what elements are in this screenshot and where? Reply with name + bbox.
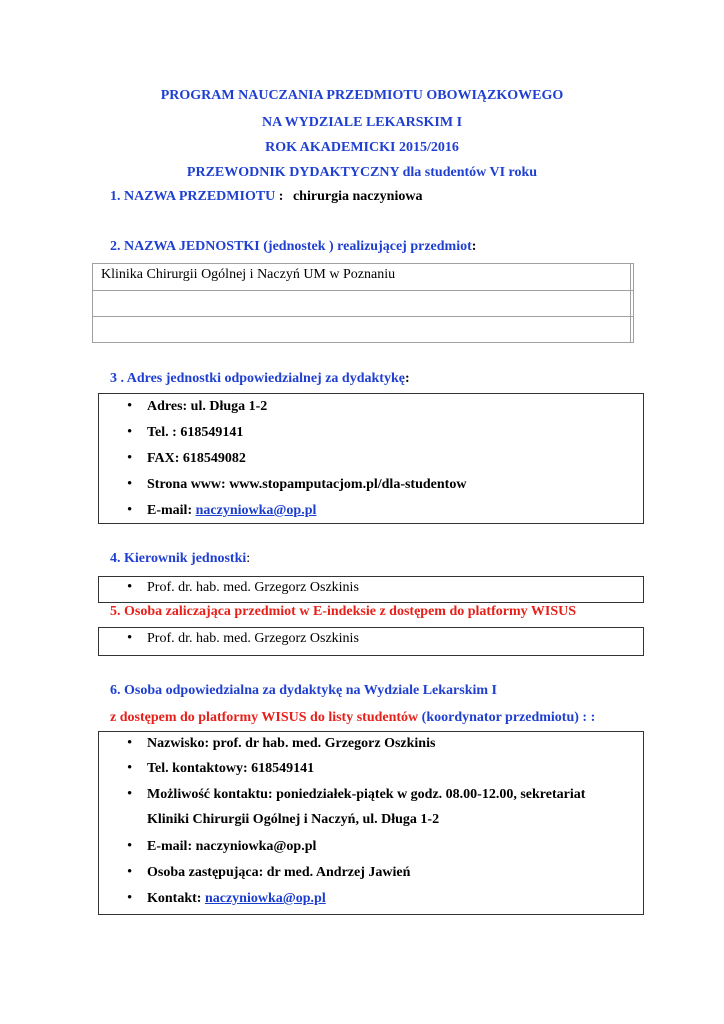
email-link[interactable]: naczyniowka@op.pl bbox=[195, 503, 317, 518]
coordinator-contact-place: Kliniki Chirurgii Ogólnej i Naczyń, ul. Długa 1-2 bbox=[147, 812, 440, 827]
header-line-4: PRZEWODNIK DYDAKTYCZNY dla studentów VI roku bbox=[186, 165, 538, 180]
section-2-heading bbox=[110, 239, 476, 255]
bullet: • bbox=[127, 579, 133, 595]
section-6-heading-line-1: 6. Osoba odpowiedzialna za dydaktykę na Wydziale Lekarskim I bbox=[110, 683, 498, 698]
head-box bbox=[98, 576, 644, 603]
bullet: • bbox=[127, 760, 133, 776]
section-4-label: 4. Kierownik jednostki bbox=[110, 551, 247, 566]
section-1-colon: : bbox=[278, 189, 284, 204]
tel-item: Tel. : 618549141 bbox=[147, 425, 244, 440]
bullet: • bbox=[127, 398, 133, 414]
section-1-label: 1. NAZWA PRZEDMIOTU bbox=[110, 189, 276, 204]
section-5-heading: 5. Osoba zaliczająca przedmiot w E-indeksie z dostępem do platformy WISUS bbox=[110, 604, 576, 619]
unit-table-rule-2 bbox=[92, 316, 634, 317]
section-1-heading bbox=[110, 189, 422, 205]
section-2-colon: : bbox=[471, 239, 477, 254]
coordinator-box bbox=[98, 731, 644, 915]
bullet: • bbox=[127, 838, 133, 854]
address-box bbox=[98, 393, 644, 524]
section-3-label: 3 . Adres jednostki odpowiedzialnej za dydaktykę bbox=[110, 371, 405, 386]
bullet: • bbox=[127, 735, 133, 751]
email-item bbox=[147, 503, 316, 519]
bullet: • bbox=[127, 450, 133, 466]
bullet: • bbox=[127, 890, 133, 906]
bullet: • bbox=[127, 476, 133, 492]
section-4-heading bbox=[110, 551, 250, 567]
coordinator-contact-hours: Możliwość kontaktu: poniedziałek-piątek w godz. 08.00-12.00, sekretariat bbox=[147, 787, 586, 802]
examiner-name: Prof. dr. hab. med. Grzegorz Oszkinis bbox=[147, 631, 359, 646]
header-line-2: NA WYDZIALE LEKARSKIM I bbox=[261, 115, 463, 130]
head-name: Prof. dr. hab. med. Grzegorz Oszkinis bbox=[147, 580, 359, 595]
header-line-1: PROGRAM NAUCZANIA PRZEDMIOTU OBOWIĄZKOWEGO bbox=[160, 88, 564, 103]
section-4-colon: : bbox=[246, 551, 251, 566]
header-line-3: ROK AKADEMICKI 2015/2016 bbox=[265, 140, 459, 155]
fax-item: FAX: 618549082 bbox=[147, 451, 246, 466]
coordinator-contact bbox=[147, 891, 326, 907]
contact-email-link[interactable]: naczyniowka@op.pl bbox=[204, 891, 326, 906]
bullet: • bbox=[127, 502, 133, 518]
examiner-box bbox=[98, 627, 644, 656]
bullet: • bbox=[127, 630, 133, 646]
coordinator-email: E-mail: naczyniowka@op.pl bbox=[147, 839, 317, 854]
section-3-colon: : bbox=[404, 371, 410, 386]
unit-table-divider bbox=[630, 263, 631, 343]
coordinator-tel: Tel. kontaktowy: 618549141 bbox=[147, 761, 315, 776]
unit-table-row-1: Klinika Chirurgii Ogólnej i Naczyń UM w Poznaniu bbox=[101, 267, 396, 282]
coordinator-substitute: Osoba zastępująca: dr med. Andrzej Jawień bbox=[147, 865, 411, 880]
bullet: • bbox=[127, 424, 133, 440]
section-1-value: chirurgia naczyniowa bbox=[292, 189, 423, 204]
email-label: E-mail: bbox=[147, 503, 196, 518]
section-6-label-red: z dostępem do platformy WISUS do listy studentów bbox=[110, 710, 419, 725]
contact-label: Kontakt: bbox=[147, 891, 205, 906]
section-6-heading-line-2 bbox=[110, 710, 595, 726]
bullet: • bbox=[127, 864, 133, 880]
www-item: Strona www: www.stopamputacjom.pl/dla-studentow bbox=[147, 477, 467, 492]
section-6-label-blue: (koordynator przedmiotu) : : bbox=[418, 710, 596, 725]
address-item: Adres: ul. Długa 1-2 bbox=[147, 399, 268, 414]
section-2-label: 2. NAZWA JEDNOSTKI (jednostek ) realizującej przedmiot bbox=[110, 239, 472, 254]
bullet: • bbox=[127, 786, 133, 802]
section-3-heading bbox=[110, 371, 410, 387]
coordinator-surname: Nazwisko: prof. dr hab. med. Grzegorz Oszkinis bbox=[147, 736, 436, 751]
unit-table-rule-1 bbox=[92, 290, 634, 291]
